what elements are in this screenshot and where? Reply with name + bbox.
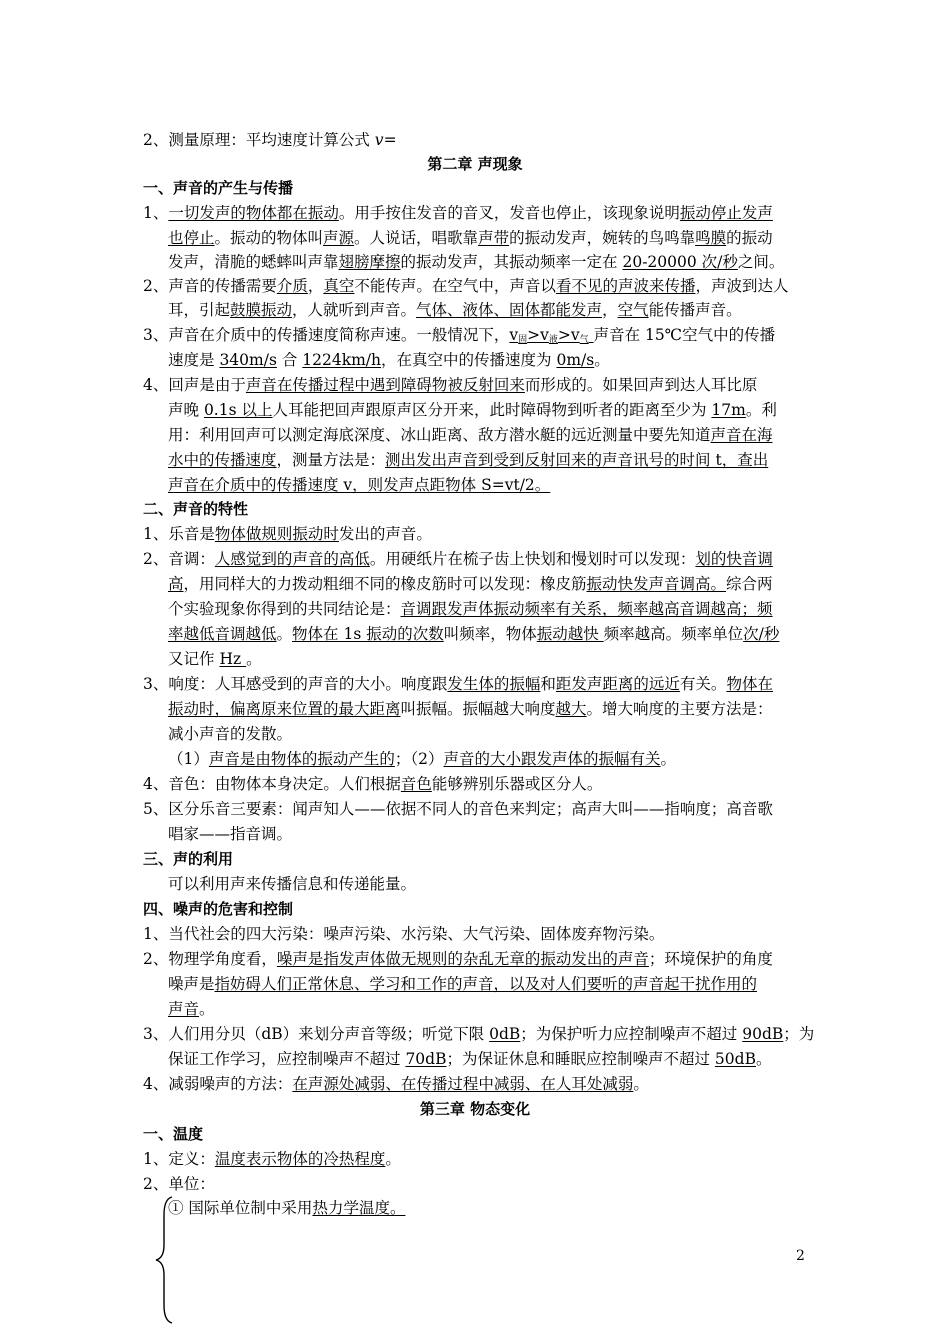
text-segment: 。 (633, 1075, 649, 1093)
text-line (143, 522, 432, 546)
text-segment: 综合两 (726, 575, 773, 593)
text-segment: 。增大响度的主要方法是： (586, 700, 773, 718)
text-line (168, 972, 757, 996)
text-segment: 3、响度：人耳感受到的声音的大小。响度跟 (143, 675, 448, 693)
text-line (168, 448, 768, 472)
text-segment: （1） (168, 750, 209, 768)
text-segment: 4、减弱噪声的方法： (143, 1075, 293, 1093)
subscript-text: 液 (548, 335, 558, 345)
text-segment: 四、噪声的危害和控制 (143, 900, 294, 918)
text-line (143, 373, 757, 397)
text-segment: 不能传声。在空气中，声音以 (354, 277, 556, 295)
text-line (168, 622, 779, 646)
text-line (143, 128, 397, 152)
text-segment: 噪声是 (168, 975, 215, 993)
underlined-text: 20-20000 次/秒 (622, 253, 738, 271)
text-line (143, 1147, 401, 1171)
text-segment: 。 (199, 1000, 215, 1018)
underlined-text: 声音在介质中的传播速度 v，则发声点距物体 S=vt/2。 (168, 476, 551, 494)
underlined-text: 物体做规则振动时 (214, 525, 339, 543)
underlined-text: 在声源处减弱、在传播过程中减弱、在人耳处减弱 (292, 1075, 634, 1093)
text-line (168, 722, 292, 746)
text-line (168, 572, 773, 596)
underlined-text: 次/秒 (743, 625, 780, 643)
text-segment: ， (307, 277, 324, 295)
text-line (143, 947, 773, 971)
text-segment: 4、音色：由物体本身决定。人们根据 (143, 775, 401, 793)
section-heading (143, 897, 293, 921)
text-segment: ， (602, 301, 618, 319)
speed-symbol: v (509, 326, 519, 344)
text-segment: 保证工作学习，应控制噪声不超过 (168, 1050, 406, 1068)
text-segment: 合 (276, 351, 303, 369)
section-heading (143, 1122, 203, 1146)
text-segment: 而形成的。如果回声到达人耳比原 (524, 376, 758, 394)
text-segment: 。振动的物体叫 (214, 229, 324, 247)
text-line (168, 1196, 405, 1220)
underlined-text: 0m/s (556, 351, 595, 369)
underlined-text: 水中的传播速度 (168, 451, 277, 469)
underlined-text: 真空 (323, 277, 355, 295)
text-line (168, 473, 550, 497)
text-line (143, 1022, 814, 1046)
text-segment: 4、回声是由于 (143, 376, 246, 394)
text-segment: 。 (276, 625, 293, 643)
underlined-text: 70dB (405, 1050, 447, 1068)
text-segment: 有关。 (679, 675, 727, 693)
text-segment: 。 (594, 351, 610, 369)
text-segment: 2、声音的传播需要 (143, 277, 277, 295)
text-line (143, 922, 664, 946)
text-segment: 叫振幅。振幅越大响度 (400, 700, 556, 718)
chapter-title (0, 152, 950, 176)
text-segment: 1、乐音是 (143, 525, 215, 543)
text-segment: ① 国际单位制中采用 (168, 1199, 313, 1217)
text-segment: 。用硬纸片在梳子齿上快划和慢划时可以发现： (369, 550, 696, 568)
underlined-text: 振动时，偏离原来位置的最大距离 (168, 700, 401, 718)
text-segment: ；（2） (394, 750, 444, 768)
text-segment: 减小声音的发散。 (168, 725, 293, 743)
underlined-text: 距发声距离的远近 (555, 675, 680, 693)
underlined-text: 90dB (742, 1025, 784, 1043)
text-line (168, 1047, 771, 1071)
underlined-text: 也停止 (168, 229, 215, 247)
underlined-text: 声源 (323, 229, 355, 247)
underlined-text: 振动越快 (536, 625, 604, 643)
text-segment: 1、定义： (143, 1150, 215, 1168)
text-segment: 3、声音在介质中的传播速度简称声速。一般情况下， (143, 326, 510, 344)
underlined-text: 物体在 (726, 675, 773, 693)
text-line (168, 997, 215, 1021)
underlined-text: 0dB (489, 1025, 521, 1043)
underlined-text: 50dB (714, 1050, 756, 1068)
underlined-text: 声音是由物体的振动产生的 (208, 750, 395, 768)
page-number: 2 (796, 1248, 805, 1264)
subscript-text: 固 (518, 335, 528, 345)
text-segment: 三、声的利用 (143, 850, 234, 868)
text-line (168, 747, 676, 771)
text-segment: 的振动 (726, 229, 773, 247)
underlined-text: 噪声是指发声体做无规则的杂乱无章的振动发出的声音 (276, 950, 649, 968)
text-segment: 。用手按住发音的音叉，发音也停止，该现象说明 (338, 204, 680, 222)
underlined-text: 鼓膜振动 (230, 301, 293, 319)
text-line (143, 797, 773, 821)
text-line (168, 398, 777, 422)
underlined-text: 1224km/h (302, 351, 382, 369)
text-segment: ；为保证休息和睡眠应控制噪声不超过 (446, 1050, 715, 1068)
underlined-text: 振动快发声音调高。 (586, 575, 727, 593)
text-segment: 2、音调： (143, 550, 215, 568)
text-segment: 的振动发声，婉转的鸟鸣靠 (509, 229, 696, 247)
speed-symbol: >v (527, 326, 549, 344)
subscript-text: 气 (579, 335, 589, 345)
section-heading (143, 176, 293, 200)
text-line (168, 597, 773, 621)
text-line (168, 298, 742, 322)
underlined-text: 高 (168, 575, 184, 593)
text-line (168, 872, 416, 896)
text-segment: ，声波到达人 (695, 277, 789, 295)
text-segment: 之间。 (737, 253, 785, 271)
text-line (143, 201, 773, 225)
text-line (168, 250, 784, 274)
text-segment: 二、声音的特性 (143, 500, 249, 518)
text-segment: ，测量方法是： (276, 451, 386, 469)
text-segment: 1、 (143, 204, 169, 222)
underlined-text: Hz (219, 650, 247, 668)
text-segment: ；为 (783, 1025, 815, 1043)
text-segment: 发出的声音。 (338, 525, 432, 543)
text-segment: 第二章 声现象 (427, 155, 523, 173)
text-segment: ，人就听到声音。 (292, 301, 417, 319)
text-segment: = (383, 131, 397, 149)
underlined-text: 翅膀摩擦 (338, 253, 401, 271)
text-segment: 能够辨别乐器或区分人。 (431, 775, 603, 793)
text-segment: 。 (385, 1150, 401, 1168)
underlined-text: 人感觉到的声音的高低 (214, 550, 370, 568)
underlined-text: 测出发出声音到受到反射回来的声音讯号的时间 t，查出 (385, 451, 769, 469)
text-segment: 一、声音的产生与传播 (143, 179, 294, 197)
text-segment: ，用同样大的力拨动粗细不同的橡皮筋时可以发现：橡皮筋 (183, 575, 587, 593)
text-segment: 。 (246, 650, 262, 668)
text-line (143, 1172, 215, 1196)
text-segment: 2、测量原理：平均速度计算公式 (143, 131, 375, 149)
underlined-text: 声音 (168, 1000, 200, 1018)
text-segment: 速度是 (168, 351, 220, 369)
text-segment: ；环境保护的角度 (648, 950, 773, 968)
section-heading (143, 847, 233, 871)
text-line (143, 547, 773, 571)
underlined-text: 气体、液体、固体都能发声 (416, 301, 603, 319)
underlined-text: 340m/s (219, 351, 277, 369)
text-line (168, 226, 773, 250)
underlined-text: 音调跟发声体振动频率有关系，频率越高音调越高；频 (400, 600, 773, 618)
text-segment: 。人说话，唱歌靠 (354, 229, 479, 247)
text-segment: 第三章 物态变化 (419, 1100, 531, 1118)
text-segment: 叫频率，物体 (443, 625, 537, 643)
speed-symbol: >v (557, 326, 580, 344)
underlined-text: 看不见的声波来传播 (555, 277, 696, 295)
underlined-text: 0.1s 以上 (203, 401, 273, 419)
text-segment: 。 (755, 1050, 772, 1068)
text-segment: ；为保护听力应控制噪声不超过 (520, 1025, 743, 1043)
text-line (143, 1072, 649, 1096)
underlined-text: 一切发声的物体都在振动 (168, 204, 339, 222)
underlined-text: 声音的大小跟发声体的振幅有关 (443, 750, 661, 768)
text-segment: 又记作 (168, 650, 220, 668)
text-line (168, 647, 262, 671)
underlined-text: 声音在海 (710, 426, 773, 444)
text-segment: 能传播声音。 (648, 301, 742, 319)
underlined-text: 率越低音调越低 (168, 625, 277, 643)
text-segment: 人耳能把回声跟原声区分开来，此时障碍物到听者的距离至少为 (272, 401, 712, 419)
text-line (168, 697, 773, 721)
underlined-text: 17m (711, 401, 746, 419)
underlined-text: 温度表示物体的冷热程度 (214, 1150, 386, 1168)
text-segment: 声音在 15℃空气中的传播 (593, 326, 776, 344)
text-segment: 耳，引起 (168, 301, 231, 319)
underlined-text: 介质 (276, 277, 308, 295)
text-segment: 5、区分乐音三要素：闻声知人——依据不同人的音色来判定；高声大叫——指响度；高音歌 (143, 800, 773, 818)
text-segment: 。 (660, 750, 677, 768)
underlined-text: 声带 (478, 229, 510, 247)
underlined-text: 越大 (555, 700, 587, 718)
text-segment: 和 (540, 675, 556, 693)
text-segment: 唱家——指音调。 (168, 825, 293, 843)
text-segment: 频率越高。频率单位 (603, 625, 744, 643)
underlined-text: 物体在 1s 振动的次数 (292, 625, 444, 643)
text-line (143, 672, 773, 696)
text-segment: 一、温度 (143, 1125, 204, 1143)
underlined-text: 发生体的振幅 (447, 675, 541, 693)
underlined-text: 鸣膜 (695, 229, 727, 247)
underlined-text: 音色 (400, 775, 432, 793)
text-segment: ，在真空中的传播速度为 (381, 351, 557, 369)
section-heading (143, 497, 248, 521)
text-segment: 。利 (745, 401, 777, 419)
underlined-text: 声音在传播过程中遇到障碍物被反射回来 (245, 376, 525, 394)
text-line (143, 772, 602, 796)
text-segment: 2、单位： (143, 1175, 215, 1193)
text-segment: 2、物理学角度看， (143, 950, 277, 968)
underlined-text: 振动停止发声 (679, 204, 773, 222)
underlined-text: 指妨碍人们正常休息、学习和工作的声音，以及对人们要听的声音起干扰作用的 (214, 975, 758, 993)
text-segment: 声晚 (168, 401, 204, 419)
text-segment: 的振动发声，其振动频率一定在 (400, 253, 623, 271)
text-line (168, 348, 610, 372)
text-segment: 1、当代社会的四大污染：噪声污染、水污染、大气污染、固体废弃物污染。 (143, 925, 665, 943)
text-line (168, 822, 292, 846)
underlined-text: 热力学温度。 (312, 1199, 406, 1217)
text-segment: 发声，清脆的蟋蟀叫声靠 (168, 253, 339, 271)
underlined-text: 空气 (617, 301, 649, 319)
text-segment: 3、人们用分贝（dB）来划分声音等级；听觉下限 (143, 1025, 490, 1043)
text-segment: 用：利用回声可以测定海底深度、冰山距离、敌方潜水艇的远近测量中要先知道 (168, 426, 711, 444)
chapter-title (0, 1097, 950, 1121)
text-segment: 个实验现象你得到的共同结论是： (168, 600, 401, 618)
underlined-text: 划的快音调 (695, 550, 773, 568)
text-line (143, 274, 788, 298)
left-brace (154, 1195, 176, 1325)
text-segment: 可以利用声来传播信息和传递能量。 (168, 875, 417, 893)
variable-text: v (374, 131, 384, 149)
text-line (168, 423, 773, 447)
